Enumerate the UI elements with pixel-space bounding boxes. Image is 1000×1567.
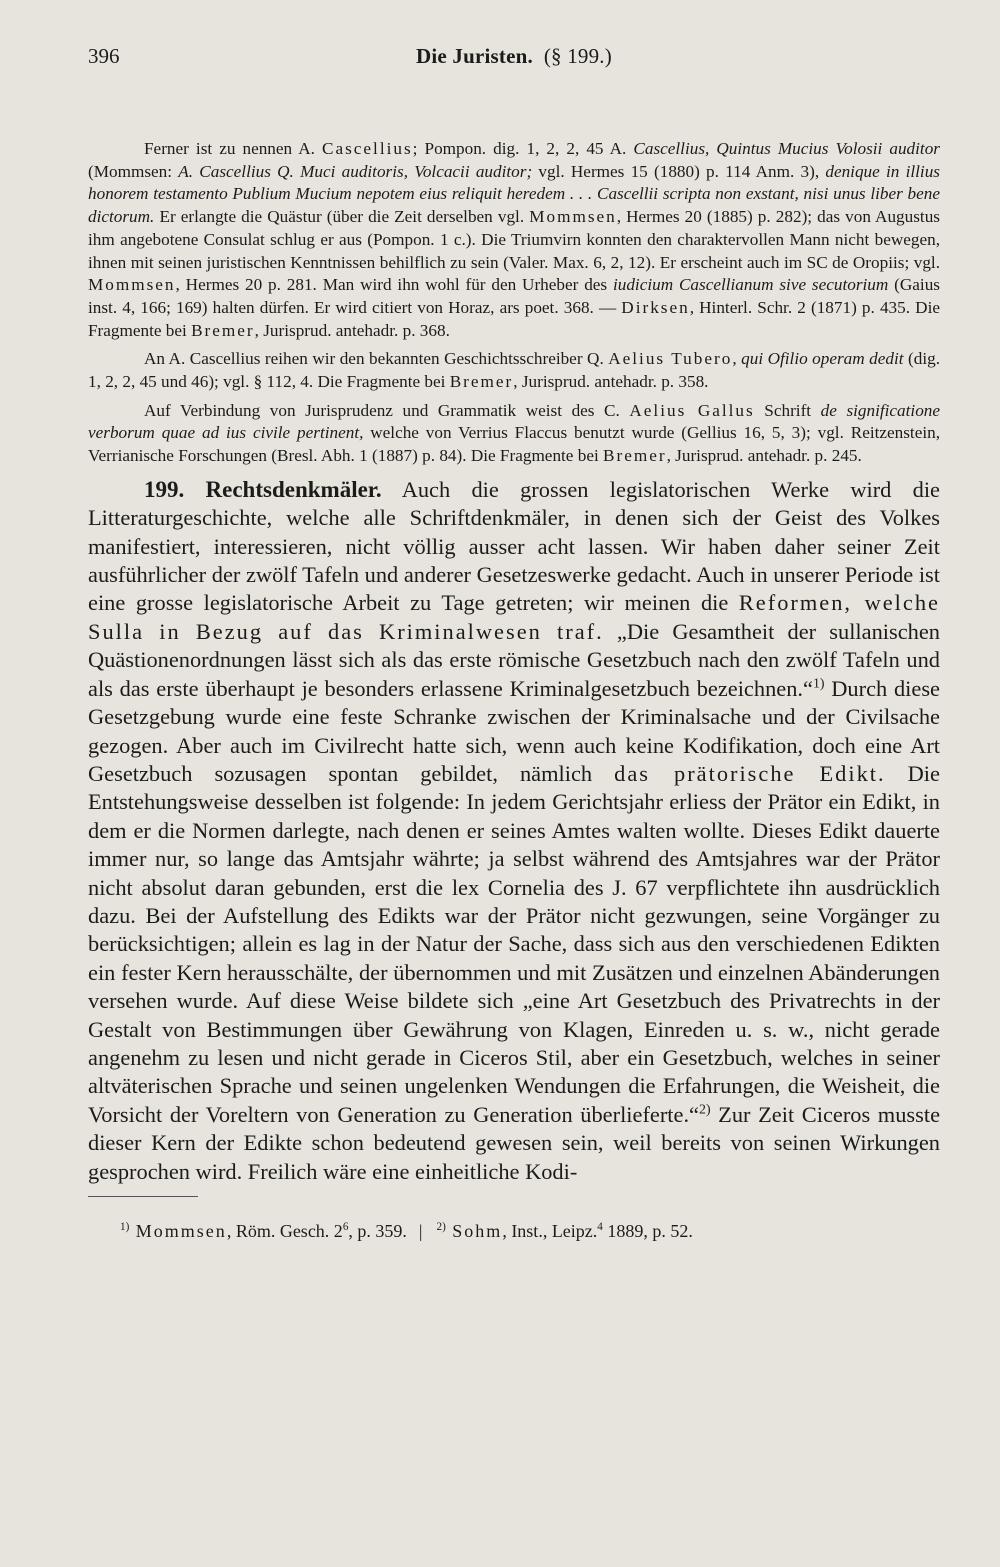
small-print-notes [88,138,940,468]
note-paragraph-gallus: Auf Verbindung von Jurisprudenz und Grammatik weist des C. Aelius Gallus Schrift de significatione verborum quae ad ius civile pertinent, welche von Verrius Flaccus benutzt wurde (Gellius 16, 5, 3); vgl. Reitzenstein, Verrianische Forschungen (Bresl. Abh. 1 (1887) p. 84). Die Fragmente bei Bremer, Jurisprud. antehadr. p. 245. [88,400,941,466]
note-paragraph-tubero: An A. Cascellius reihen wir den bekannten Geschichtsschreiber Q. Aelius Tubero, qui Ofilio operam dedit (dig. 1, 2, 2, 45 und 46); vgl. § 112, 4. Die Fragmente bei Bremer, Jurisprud. antehadr. p. 358. [88,349,941,392]
footnote-divider [88,1196,198,1197]
footnote-2: $^{2)}$ Sohm, Inst., Leipz.$^4$ 1889, p. 52. [436,1221,693,1241]
page-number: 396 [88,44,120,68]
section-heading: Rechtsdenkmäler. [205,476,382,502]
footnote-separator: | [418,1221,423,1241]
footnote-1: $^{1)}$ Mommsen, Röm. Gesch. $2^6$, p. 359. [120,1221,407,1241]
section-reference: (§ 199.) [543,44,612,68]
note-paragraph-cascellius: Ferner ist zu nennen A. Cascellius; Pompon. dig. 1, 2, 2, 45 A. Cascellius, Quintus Mucius Volosii auditor (Mommsen: A. Cascellius Q. Muci auditoris, Volcacii auditor; vgl. Hermes 15 (1880) p. 114 Anm. 3), denique in illius honorem testamento Publium Mucium nepotem eius reliquit heredem . . . Cascellii scripta non exstant, nisi unus liber bene dictorum. Er erlangte die Quästur (über die Zeit derselben vgl. Mommsen, Hermes 20 (1885) p. 282); das von Augustus ihm angebotene Consulat schlug er aus (Pompon. 1 c.). Die Triumvirn konnten den charaktervollen Mann nicht bewegen, ihnen mit seinen juristischen Kenntnissen behilflich zu sein (Valer. Max. 6, 2, 12). Er erscheint auch im SC de Oropiis; vgl. Mommsen, Hermes 20 p. 281. Man wird ihn wohl für den Urheber des iudicium Cascellianum sive secutorium (Gaius inst. 4, 166; 169) halten dürfen. Er wird citiert von Horaz, ars poet. 368. — Dirksen, Hinterl. Schr. 2 (1871) p. 435. Die Fragmente bei Bremer, Jurisprud. antehadr. p. 368. [88,139,940,340]
footnotes [88,1219,940,1243]
footnote-ref-2: 2) [699,1102,711,1118]
section-199-body [88,476,940,1186]
running-head [88,44,940,80]
footnote-ref-1: 1) [812,676,825,692]
section-paragraph: 199. Rechtsdenkmäler. Auch die grossen legislatorischen Werke wird die Litteraturgeschichte, welche alle Schriftdenkmäler, in denen sich der Geist des Volkes manifestiert, interessieren, nicht völlig ausser acht lassen. Wir haben daher seiner Zeit ausführlicher der zwölf Tafeln und anderer Gesetzeswerke gedacht. Auch in unserer Periode ist eine grosse legislatorische Arbeit zu Tage getreten; wir meinen die Reformen, welche Sulla in Bezug auf das Kriminalwesen traf. „Die Gesamtheit der sullanischen Quästionenordnungen lässt sich als das erste römische Gesetzbuch nach den zwölf Tafeln und als das erste überhaupt je besonders erlassene Kriminalgesetzbuch bezeichnen.“$^{1)}$ Durch diese Gesetzgebung wurde eine feste Schranke zwischen der Kriminalsache und der Civilsache gezogen. Aber auch im Civilrecht hatte sich, wenn auch keine Kodifikation, doch eine Art Gesetzbuch sozusagen spontan gebildet, nämlich das prätorische Edikt. Die Entstehungsweise desselben ist folgende: In jedem Gerichtsjahr erliess der Prätor ein Edikt, in dem er die Normen darlegte, nach denen er seines Amtes walten wollte. Dieses Edikt dauerte immer nur, so lange das Amtsjahr währte; ja selbst während des Amtsjahres war der Prätor nicht absolut daran gebunden, erst die lex Cornelia des J. 67 verpflichtete ihn ausdrücklich dazu. Bei der Aufstellung des Edikts war der Prätor nicht gezwungen, seine Vorgänger zu berücksichtigen; allein es lag in der Natur der Sache, dass sich aus den verschiedenen Edikten ein fester Kern herausschälte, der übernommen und mit Zusätzen und einzelnen Abänderungen versehen wurde. Auf diese Weise bildete sich „eine Art Gesetzbuch des Privatrechts in der Gestalt von Bestimmungen über Gewährung von Klagen, Einreden u. s. w., nicht gerade angenehm zu lesen und nicht gerade in Ciceros Stil, aber ein Gesetzbuch, welches in seiner altväterischen Sprache und seinen ungelenken Wendungen die Erfahrungen, die Weisheit, die Vorsicht der Voreltern von Generation zu Generation überlieferte.“$^{2)}$ Zur Zeit Ciceros musste dieser Kern der Edikte schon bedeutend gewesen sein, weil bereits von seinen Wirkungen gesprochen wird. Freilich wäre eine einheitliche Kodi- [88,476,941,1184]
chapter-title: Die Juristen. [416,44,533,68]
running-title [88,44,940,69]
section-number: 199. [144,476,185,502]
